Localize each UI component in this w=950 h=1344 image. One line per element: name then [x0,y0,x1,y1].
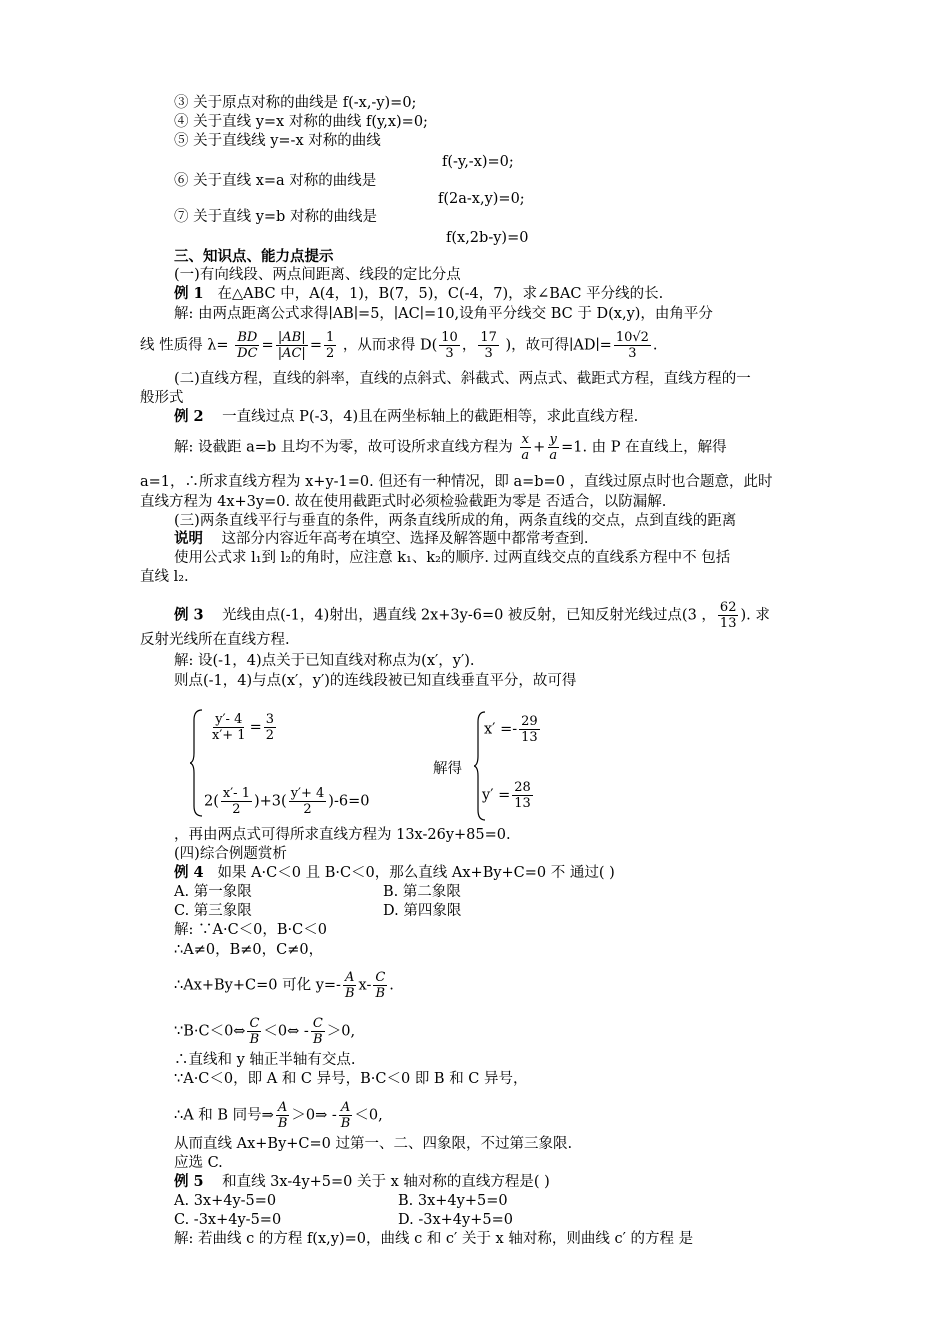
subsection-2-line-2: 般形式 [140,390,184,406]
example-1-text: 在△ABC 中，A(4，1)，B(7，5)，C(-4，7)，求∠BAC 平分线的长. [217,286,664,302]
example-4 [174,864,615,882]
solution-4-line-2: ∴A≠0，B≠0，C≠0， [174,942,324,958]
solution-4-line-7-prefix: ∴A 和 B 同号⇒ [174,1107,274,1124]
solution-4-line-9: 应选 C. [174,1155,223,1171]
solution-3-line-2: 则点(-1，4)与点(x′，y′)的连线段被已知直线垂直平分，故可得 [174,673,577,689]
example-5-option-c: C. -3x+4y-5=0 [174,1212,282,1228]
line-symmetry-y-eq-neg-x: ⑤ 关于直线线 y=-x 对称的曲线 [174,133,381,149]
solution-2-line-3: 直线方程为 4x+3y=0. 故在使用截距式时必须检验截距为零是 否适合，以防漏解. [140,494,667,510]
solution-1-line-1: 解: 由两点距离公式求得∣AB∣=5，∣AC∣=10,设角平分线交 BC 于 D(x,y)，由角平分 [174,306,713,322]
subsection-2-line-1: (二)直线方程，直线的斜率，直线的点斜式、斜截式、两点式、截距式方程，直线方程的一 [174,371,751,387]
example-5 [174,1173,550,1191]
note-line-1 [174,530,589,548]
solution-2-line-1: 解: 设截距 a=b 且均不为零，故可设所求直线方程为 $\frac{x}{a}$ + $\frac{y}{a}$ =1. 由 P 在直线上，解得 [174,432,727,463]
subsection-4: (四)综合例题赏析 [174,846,287,862]
note-line-3: 直线 l₂. [140,569,189,585]
solution-1-prefix: 线 性质得 λ= [140,337,229,354]
solution-4-line-4-prefix: ∵B·C＜0⇔ [174,1023,246,1040]
solution-4-line-4: ∵B·C＜0⇔ $\frac{C}{B}$ ＜0⇔ - $\frac{C}{B}$ ＞0, [174,1016,356,1047]
line-symmetry-x-eq-a: ⑥ 关于直线 x=a 对称的曲线是 [174,173,377,189]
example-4-label: 例 4 [174,864,204,881]
subsection-1: (一)有向线段、两点间距离、线段的定比分点 [174,267,461,283]
equation-system-right: x′ =- $\frac{29}{13}$ y′ = $\frac{28}{13}$ [474,710,594,822]
example-4-option-d: D. 第四象限 [383,903,462,919]
example-3-suffix: ). 求 [740,607,770,624]
solution-5-line-1: 解: 若曲线 c 的方程 f(x,y)=0，曲线 c 和 c′ 关于 x 轴对称，则曲线 c′ 的方程 是 [174,1231,694,1247]
example-3-line-1: 例 3 光线由点(-1，4)射出，遇直线 2x+3y-6=0 被反射，已知反射光线过点(3 ， $\frac{62}{13}$ ). 求 [174,600,770,631]
solution-4-line-5: ∴直线和 y 轴正半轴有交点. [174,1052,356,1068]
example-4-option-b: B. 第二象限 [383,884,461,900]
example-3-prefix: 光线由点(-1，4)射出，遇直线 2x+3y-6=0 被反射，已知反射光线过点(3 ， [222,607,716,624]
example-2-label: 例 2 [174,408,204,425]
solution-2-line-2: a=1，∴所求直线方程为 x+y-1=0. 但还有一种情况，即 a=b=0 ，直线过原点时也合题意，此时 [140,474,773,490]
equation-system-left: $\frac{y'- 4}{x'+ 1}$ = $\frac{3}{2}$ 2( $\frac{x'- 1}{2}$ )+3( $\frac{y'+ 4}{2}$ )-6=0 [190,708,410,818]
formula-f-neg-y-neg-x: f(-y,-x)=0; [442,154,514,170]
solution-3-line-1: 解: 设(-1，4)点关于已知直线对称点为(x′，y′). [174,653,475,669]
solution-4-line-7: ∴A 和 B 同号⇒ $\frac{A}{B}$ ＞0⇒ - $\frac{A}{B}$ ＜0, [174,1100,383,1131]
line-symmetry-origin: ③ 关于原点对称的曲线是 f(-x,-y)=0; [174,95,417,111]
formula-f-2a-x: f(2a-x,y)=0; [438,191,525,207]
example-4-option-a: A. 第一象限 [174,884,252,900]
note-label: 说明 [174,530,203,547]
solution-4-line-6: ∵A·C＜0，即 A 和 C 异号，B·C＜0 即 B 和 C 异号， [174,1071,528,1087]
line-symmetry-y-eq-b: ⑦ 关于直线 y=b 对称的曲线是 [174,209,377,225]
solution-4-line-8: 从而直线 Ax+By+C=0 过第一、二、四象限，不过第三象限. [174,1136,573,1152]
example-1-label: 例 1 [174,285,204,302]
solve-word: 解得 [433,761,462,777]
formula-f-x-2b-y: f(x,2b-y)=0 [446,230,529,246]
example-5-label: 例 5 [174,1173,204,1190]
example-2-text: 一直线过点 P(-3，4)且在两坐标轴上的截距相等，求此直线方程. [222,409,639,425]
solution-3-line-3: ，再由两点式可得所求直线方程为 13x-26y+85=0. [174,827,511,843]
example-3-label: 例 3 [174,606,204,624]
example-3-line-2: 反射光线所在直线方程. [140,632,290,648]
note-text: 这部分内容近年高考在填空、选择及解答题中都常考查到. [221,531,589,547]
solution-4-line-1: 解: ∵A·C＜0，B·C＜0 [174,922,327,938]
line-symmetry-y-eq-x: ④ 关于直线 y=x 对称的曲线 f(y,x)=0; [174,114,428,130]
example-5-option-d: D. -3x+4y+5=0 [398,1212,513,1228]
solution-4-line-3-prefix: ∴Ax+By+C=0 可化 y=- [174,977,341,994]
solution-2-suffix: =1. 由 P 在直线上，解得 [561,439,727,456]
solution-2-prefix: 解: 设截距 a=b 且均不为零，故可设所求直线方程为 [174,439,513,456]
example-1 [174,285,663,303]
section-heading-3: 三、知识点、能力点提示 [174,248,334,265]
solution-1-end: )，故可得∣AD∣= [505,337,612,354]
example-2 [174,408,638,426]
example-5-option-b: B. 3x+4y+5=0 [398,1193,508,1209]
example-4-text: 如果 A·C＜0 且 B·C＜0，那么直线 Ax+By+C=0 不 通过( ) [217,865,615,881]
example-5-text: 和直线 3x-4y+5=0 关于 x 轴对称的直线方程是( ) [222,1174,550,1190]
solution-1-line-2: 线 性质得 λ= $\frac{BD}{DC}$ = $\frac{|AB|}{|AC|}$ = $\frac{1}{2}$ ，从而求得 D( $\frac{10}{3}$ ， $\frac{17}{3}$ )，故可得∣AD∣= $\frac{10√2}{3}$ . [140,330,658,361]
solution-4-line-3: ∴Ax+By+C=0 可化 y=- $\frac{A}{B}$ x- $\frac{C}{B}$ . [174,970,394,1001]
note-line-2: 使用公式求 l₁到 l₂的角时，应注意 k₁、k₂的顺序. 过两直线交点的直线系方程中不 包括 [174,550,731,566]
solution-1-mid: ，从而求得 D( [342,337,438,354]
example-4-option-c: C. 第三象限 [174,903,252,919]
example-5-option-a: A. 3x+4y-5=0 [174,1193,277,1209]
subsection-3: (三)两条直线平行与垂直的条件，两条直线所成的角，两条直线的交点，点到直线的距离 [174,513,737,529]
